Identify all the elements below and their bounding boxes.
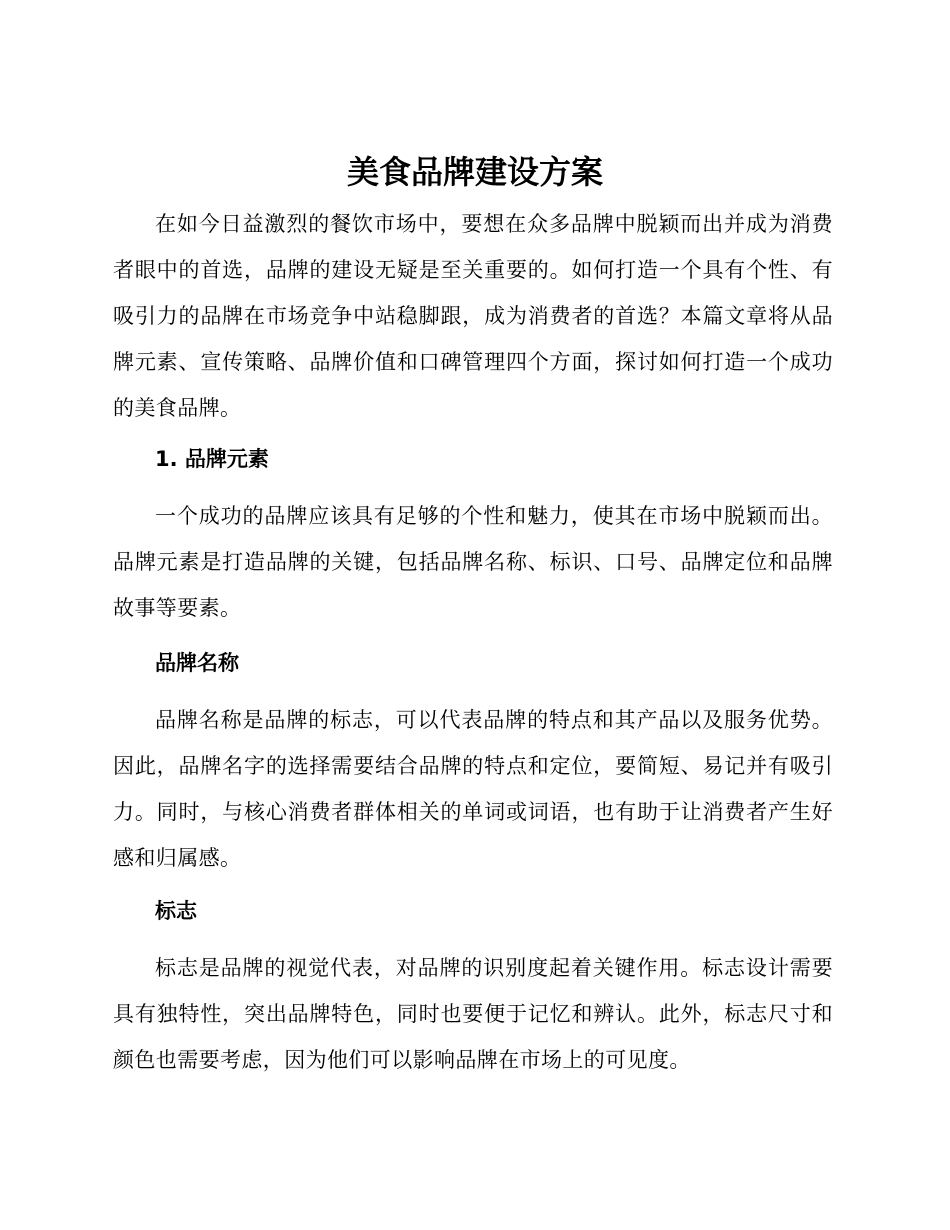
section-heading-brand-elements: 1. 品牌元素 — [155, 447, 269, 471]
document-title: 美食品牌建设方案 — [346, 153, 603, 191]
brand-elements-paragraph: 一个成功的品牌应该具有足够的个性和魅力，使其在市场中脱颖而出。品牌元素是打造品牌的关键，包括品牌名称、标识、口号、品牌定位和品牌故事等要素。 — [113, 504, 833, 620]
subsection-heading-logo: 标志 — [155, 899, 197, 923]
brand-name-paragraph: 品牌名称是品牌的标志，可以代表品牌的特点和其产品以及服务优势。因此，品牌名字的选择需要结合品牌的特点和定位，要简短、易记并有吸引力。同时，与核心消费者群体相关的单词或词语，也有助于让消费者产生好感和归属感。 — [113, 708, 833, 870]
subsection-heading-brand-name: 品牌名称 — [155, 651, 239, 675]
intro-paragraph: 在如今日益激烈的餐饮市场中，要想在众多品牌中脱颖而出并成为消费者眼中的首选，品牌的建设无疑是至关重要的。如何打造一个具有个性、有吸引力的品牌在市场竞争中站稳脚跟，成为消费者的首选？本篇文章将从品牌元素、宣传策略、品牌价值和口碑管理四个方面，探讨如何打造一个成功的美食品牌。 — [113, 212, 833, 420]
logo-paragraph: 标志是品牌的视觉代表，对品牌的识别度起着关键作用。标志设计需要具有独特性，突出品牌特色，同时也要便于记忆和辨认。此外，标志尺寸和颜色也需要考虑，因为他们可以影响品牌在市场上的可见度。 — [113, 956, 833, 1072]
